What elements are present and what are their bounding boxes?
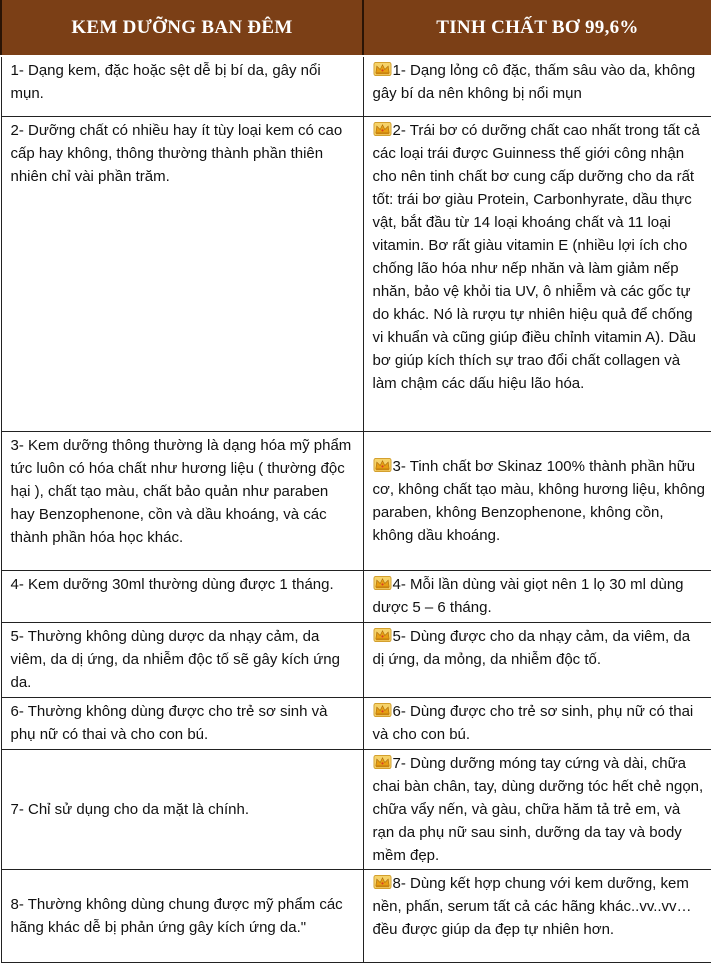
avocado-point-7	[363, 749, 711, 869]
header-avocado-essence: TINH CHẤT BƠ 99,6%	[363, 0, 711, 56]
avocado-point-text: 5- Dùng được cho da nhạy cảm, da viêm, da dị ứng, da mỏng, da nhiễm độc tố.	[372, 627, 691, 668]
crown-icon	[373, 754, 392, 770]
table-row	[1, 116, 711, 431]
night-cream-point-1: 1- Dạng kem, đặc hoặc sệt dễ bị bí da, gây nổi mụn.	[1, 56, 363, 116]
crown-icon	[373, 702, 392, 718]
night-cream-point-7: 7- Chỉ sử dụng cho da mặt là chính.	[1, 749, 363, 869]
night-cream-point-5: 5- Thường không dùng dược da nhạy cảm, da viêm, da dị ứng, da nhiễm độc tố sẽ gây kích ứng da.	[1, 622, 363, 697]
night-cream-point-6: 6- Thường không dùng được cho trẻ sơ sinh và phụ nữ có thai và cho con bú.	[1, 697, 363, 749]
crown-icon	[373, 61, 392, 77]
table-row	[1, 697, 711, 749]
table-row	[1, 56, 711, 116]
table-row	[1, 869, 711, 962]
crown-icon	[373, 121, 392, 137]
table-row	[1, 749, 711, 869]
avocado-point-5	[363, 622, 711, 697]
avocado-point-3	[363, 431, 711, 570]
avocado-point-text: 6- Dùng được cho trẻ sơ sinh, phụ nữ có thai và cho con bú.	[372, 702, 694, 743]
avocado-point-6	[363, 697, 711, 749]
avocado-point-text: 1- Dạng lỏng cô đặc, thấm sâu vào da, không gây bí da nên không bị nổi mụn	[372, 62, 696, 102]
night-cream-point-3: 3- Kem dưỡng thông thường là dạng hóa mỹ phẩm tức luôn có hóa chất như hương liệu ( thường độc hại ), chất tạo màu, chất bảo quản như paraben hay Benzophenone, cồn và dầu khoáng, và các thành phần hóa học khác.	[1, 431, 363, 570]
header-row	[1, 0, 711, 56]
crown-icon	[373, 575, 392, 591]
night-cream-point-2: 2- Dưỡng chất có nhiều hay ít tùy loại kem có cao cấp hay không, thông thường thành phần thiên nhiên chỉ vài phần trăm.	[1, 116, 363, 431]
crown-icon	[373, 457, 392, 473]
crown-icon	[373, 627, 392, 643]
crown-icon	[373, 874, 392, 890]
table-row	[1, 622, 711, 697]
table-row	[1, 431, 711, 570]
avocado-point-8	[363, 869, 711, 962]
avocado-point-text: 3- Tinh chất bơ Skinaz 100% thành phần hữu cơ, không chất tạo màu, không hương liệu, không paraben, không Benzophenone, không cồn, không dầu khoáng.	[372, 457, 705, 544]
avocado-point-text: 2- Trái bơ có dưỡng chất cao nhất trong tất cả các loại trái được Guinness thế giới công nhận cho nên tinh chất bơ cung cấp dưỡng cho da rất tốt: trái bơ giàu Protein, Carbonhyrate, dầu thực vật, bắt đầu từ 14 loại khoáng chất và 11 loại vitamin. Bơ rất giàu vitamin E (nhiều lợi ích cho chống lão hóa như nếp nhăn và làm giảm nếp nhăn, bảo vệ khỏi tia UV, ô nhiễm và các gốc tự do khác. Nó là rượu tự nhiên hiệu quả để chống vi khuẩn và cũng giúp điều chỉnh vitamin A). Dầu bơ giúp kích thích sự trao đổi chất collagen và làm chậm các dấu hiệu lão hóa.	[372, 121, 700, 392]
night-cream-point-4: 4- Kem dưỡng 30ml thường dùng được 1 tháng.	[1, 570, 363, 622]
avocado-point-2	[363, 116, 711, 431]
avocado-point-text: 8- Dùng kết hợp chung với kem dưỡng, kem nền, phấn, serum tất cả các hãng khác..vv..vv…đều được giúp da đẹp tự nhiên hơn.	[372, 874, 692, 938]
night-cream-point-8: 8- Thường không dùng chung được mỹ phẩm các hãng khác dễ bị phản ứng gây kích ứng da."	[1, 869, 363, 962]
avocado-point-text: 7- Dùng dưỡng móng tay cứng và dài, chữa chai bàn chân, tay, dùng dưỡng tóc hết chẻ ngọn, chữa vẩy nến, và gàu, chữa hăm tả trẻ em, và rạn da phụ nữ sau sinh, dưỡng da tay và body mềm đẹp.	[372, 754, 704, 864]
avocado-point-4	[363, 570, 711, 622]
table-row	[1, 570, 711, 622]
avocado-point-text: 4- Mỗi lần dùng vài giọt nên 1 lọ 30 ml dùng dược 5 – 6 tháng.	[372, 575, 684, 616]
avocado-point-1	[363, 56, 711, 116]
header-night-cream: KEM DƯỠNG BAN ĐÊM	[1, 0, 363, 56]
